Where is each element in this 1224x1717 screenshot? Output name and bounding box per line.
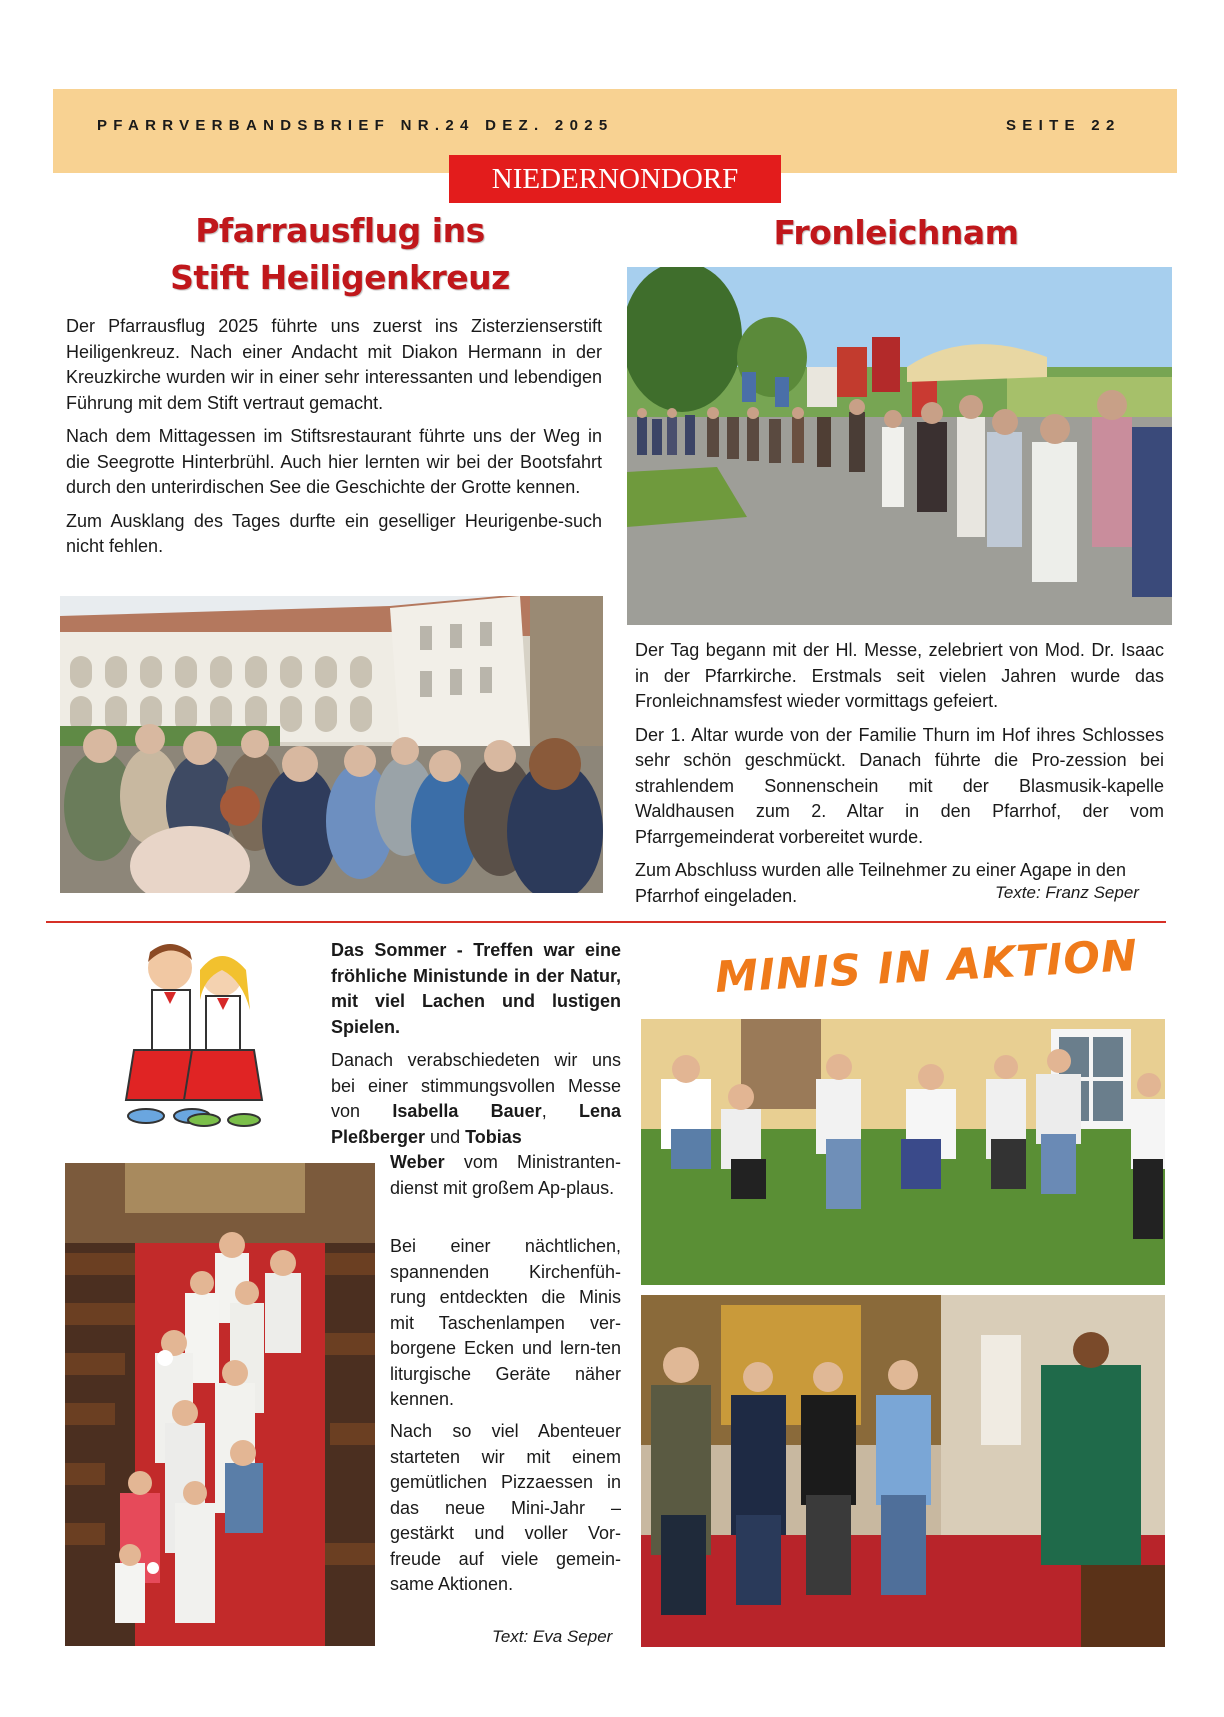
article-left-paragraph: Zum Ausklang des Tages durfte ein geselliger Heurigenbe-such nicht fehlen. [66, 510, 602, 556]
article-left-paragraph: Der Pfarrausflug 2025 führte uns zuerst ins Zisterzienserstift Heiligenkreuz. Nach einer Andacht mit Diakon Hermann in der Kreuzkirche wurden wir in einer sehr interessanten und lebendigen Führung mit dem Stift vertraut gemacht. [66, 316, 602, 413]
minis-paragraph-night-tour: Bei einer nächtlichen, spannenden Kirchenfüh-rung entdeckten die Minis mit Taschenlampen ver-borgene Ecken und lern-ten liturgische Geräte näher kennen. [390, 1236, 621, 1409]
article-left-paragraph: Nach dem Mittagessen im Stiftsrestaurant führte uns der Weg in die Seegrotte Hinterbrühl. Auch hier lernten wir bei der Bootsfahrt durch den unterirdischen See die Geschichte der Grotte kennen. [66, 426, 602, 497]
article-right-body [635, 638, 1164, 909]
minis-name-lena: Lena Pleßberger [331, 1101, 621, 1147]
minis-lead: Das Sommer - Treffen war eine fröhliche Ministunde in der Natur, mit viel Lachen und lustigen Spielen. [331, 940, 621, 1037]
article-left-title-line2: Stift Heiligenkreuz [170, 258, 510, 297]
minis-paragraph-pizza: Nach so viel Abenteuer starteten wir mit einem gemütlichen Pizzaessen in das neue Mini-Jahr – gestärkt und voller Vor-freude auf viele gemein-same Aktionen. [390, 1421, 621, 1594]
article-right-paragraph: Zum Abschluss wurden alle Teilnehmer zu einer Agape in den Pfarrhof eingeladen. [635, 860, 1126, 906]
minis-credit: Text: Eva Seper [492, 1627, 613, 1646]
minis-name-tobias: Tobias [465, 1126, 522, 1147]
minis-text: , [541, 1101, 579, 1121]
ministrant-cartoon-illustration [104, 940, 276, 1132]
minis-name-isabella: Isabella Bauer [392, 1101, 542, 1121]
minis-paragraph-farewell-end [390, 1150, 621, 1201]
minis-text: vom Ministranten-dienst mit großem Ap-plaus. [390, 1152, 621, 1198]
photo-heiligenkreuz-courtyard [60, 596, 603, 893]
section-label: NIEDERNONDORF [449, 155, 781, 203]
photo-minis-church-interior [641, 1295, 1165, 1647]
minis-name-weber: Weber [390, 1152, 445, 1172]
article-left-title [120, 207, 560, 301]
article-left-body [66, 314, 602, 568]
section-divider [46, 921, 1166, 923]
minis-text: Danach verabschiedeten wir uns bei einer stimmungsvollen Messe von [331, 1050, 621, 1121]
article-right-title: Fronleichnam [773, 213, 1019, 252]
publication-title: PFARRVERBANDSBRIEF NR.24 DEZ. 2025 [97, 117, 614, 134]
minis-title: MINIS IN AKTION [713, 930, 1140, 1004]
photo-fronleichnam-procession [627, 267, 1172, 625]
article-right-paragraph: Der Tag begann mit der Hl. Messe, zelebriert von Mod. Dr. Isaac in der Pfarrkirche. Erstmals seit vielen Jahren wurde das Fronleichnamsfest wieder vormittags gefeiert. [635, 640, 1164, 711]
minis-paragraph-farewell-intro [331, 1048, 621, 1150]
article-right-paragraph: Der 1. Altar wurde von der Familie Thurn im Hof ihres Schlosses sehr schön geschmückt. Danach führte die Pro-zession bei strahlendem Sonnenschein mit der Blasmusik-kapelle Waldhausen zum 2. Altar in den Pfarrhof, der vom Pfarrgemeinderat vorbereitet wurde. [635, 724, 1164, 847]
article-right-credit: Texte: Franz Seper [995, 883, 1139, 902]
page-number: SEITE 22 [1006, 117, 1121, 134]
photo-minis-church-group [65, 1163, 375, 1646]
photo-minis-outdoor-games [641, 1019, 1165, 1285]
minis-text: und [425, 1126, 466, 1147]
article-left-title-line1: Pfarrausflug ins [195, 211, 485, 250]
